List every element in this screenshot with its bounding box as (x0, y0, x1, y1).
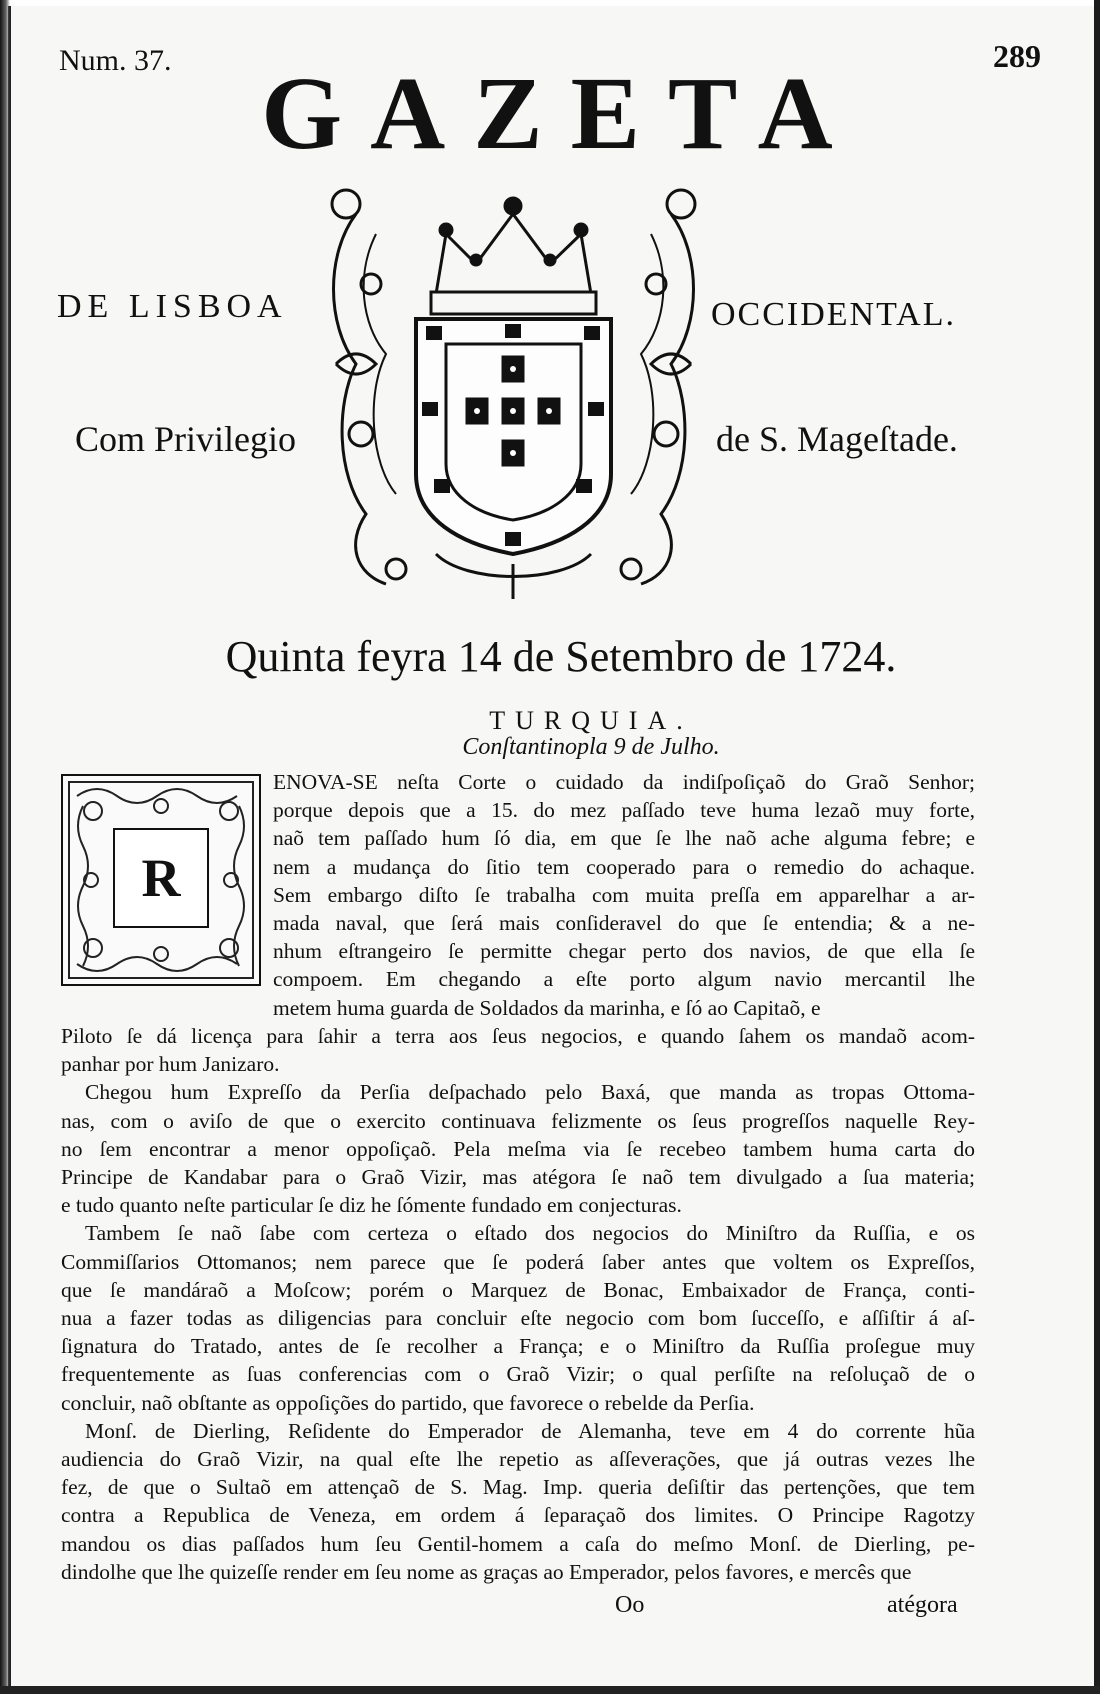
subtitle-left-2: Com Privilegio (75, 419, 297, 459)
text-line: Monſ. de Dierling, Reſidente do Emperador de Alemanha, teve em 4 do corrente hũa (85, 1418, 975, 1443)
article-dateline: Conſtantinopla 9 de Julho. (462, 734, 720, 760)
text-line: Sem embargo diſto ſe trabalha com muita preſſa em apparelhar a ar- (273, 882, 975, 907)
text-line: nas, com o aviſo de que o exercito continuava felizmente os ſeus progreſſos naquelle Rey- (61, 1108, 975, 1133)
text-line: Tambem ſe naõ ſabe com certeza o eſtado dos negocios do Miniſtro da Ruſſia, e os (85, 1221, 975, 1246)
text-line: ſignatura do Tratado, antes de ſe recolher a França; e o Miniſtro da Ruſſia proſegue muy (61, 1334, 975, 1359)
text-line: Commiſſarios Ottomanos; nem parece que ſe poderá ſaber antes que voltem os Expreſſos, (61, 1249, 975, 1274)
text-line: nhum eſtrangeiro ſe permitte chegar perto dos navios, de que ella ſe (273, 939, 975, 964)
text-line: nem a mudança do ſitio tem cooperado para o remedio do achaque. (273, 854, 975, 879)
masthead-title: GAZETA (261, 56, 861, 171)
text-line: Piloto ſe dá licença para ſahir a terra aos ſeus negocios, e quando ſahem os mandaõ acom- (61, 1024, 975, 1048)
catchword: atégora (887, 1592, 958, 1618)
text-line: contra a Republica de Veneza, em ordem á ſeparaçaõ dos limites. O Principe Ragotzy (61, 1503, 975, 1528)
text-line: que ſe mandáraõ a Moſcow; porém o Marquez de Bonac, Embaixador de França, conti- (61, 1277, 975, 1302)
text-line: mada naval, que ſerá mais conſideravel do que ſe entendia; & a ne- (273, 911, 975, 936)
article-body (61, 1022, 975, 1586)
subtitle-right-2: de S. Mageſtade. (716, 419, 958, 459)
subtitle-right-1: OCCIDENTAL. (711, 296, 956, 333)
text-line: metem huma guarda de Soldados da marinha, e ſó ao Capitaõ, e (273, 995, 821, 1020)
text-line: panhar por hum Janizaro. (61, 1052, 280, 1077)
issue-date: Quinta feyra 14 de Setembro de 1724. (225, 632, 897, 681)
text-line: e tudo quanto neſte particular ſe diz he ſómente fundado em conjecturas. (61, 1193, 682, 1218)
text-line: nua a fazer todas as diligencias para concluir eſte negocio com bom ſucceſſo, e aſſiſtir á aſ- (61, 1306, 975, 1331)
royal-coat-of-arms-icon (316, 174, 711, 604)
text-line: fez, de que o Sultaõ em attençaõ de S. Mag. Imp. queria deſiſtir das pertenções, que tem (61, 1475, 975, 1500)
text-line: audiencia do Graõ Vizir, na qual eſte lhe repetio as aſſeverações, que já outras vezes lhe (61, 1447, 975, 1472)
text-line: compoem. Em chegando a eſte porto algum navio mercantil lhe (273, 967, 975, 992)
text-line: concluir, naõ obſtante as oppoſições do partido, que favorece o rebelde da Perſia. (61, 1390, 755, 1415)
page-number: 289 (993, 38, 1041, 74)
page-edge-right (1094, 0, 1100, 1694)
article-first-block (273, 768, 975, 1022)
text-line: porque depois que a 15. do mez paſſado teve huma lezaõ muy forte, (273, 798, 975, 823)
page-edge-shadow (0, 0, 10, 1694)
subtitle-left-1: DE LISBOA (57, 288, 288, 325)
gazette-page (8, 6, 1099, 1690)
section-heading: TURQUIA. (489, 706, 693, 735)
signature-mark: Oo (615, 1592, 645, 1618)
text-line: ENOVA-SE neſta Corte o cuidado da indiſpoſiçaõ do Graõ Senhor; (273, 770, 975, 794)
text-line: naõ tem paſſado hum ſó dia, em que ſe lhe naõ ache alguma febre; e (273, 826, 975, 851)
text-line: Chegou hum Expreſſo da Perſia deſpachado pelo Baxá, que manda as tropas Ottoma- (85, 1080, 975, 1105)
drop-cap-letter: R (113, 828, 209, 928)
issue-number: Num. 37. (59, 44, 172, 77)
text-line: frequentemente as ſuas conferencias com o Graõ Vizir; o qual perſiſte na reſoluçaõ de o (61, 1362, 975, 1387)
page-edge-bottom (0, 1686, 1100, 1694)
text-line: no ſem encontrar a menor oppoſiçaõ. Pela meſma via ſe recebeo tambem huma carta do (61, 1136, 975, 1161)
text-line: dindolhe que lhe quizeſſe render em ſeu nome as graças ao Emperador, pelos favores, e mercês que (61, 1559, 912, 1584)
ornamental-drop-cap (61, 774, 261, 986)
text-line: Principe de Kandabar para o Graõ Vizir, mas atégora ſe naõ tem divulgado a ſua materia; (61, 1165, 975, 1190)
text-line: mandou os dias paſſados hum ſeu Gentil-homem a caſa do meſmo Monſ. de Dierling, pe- (61, 1531, 975, 1556)
